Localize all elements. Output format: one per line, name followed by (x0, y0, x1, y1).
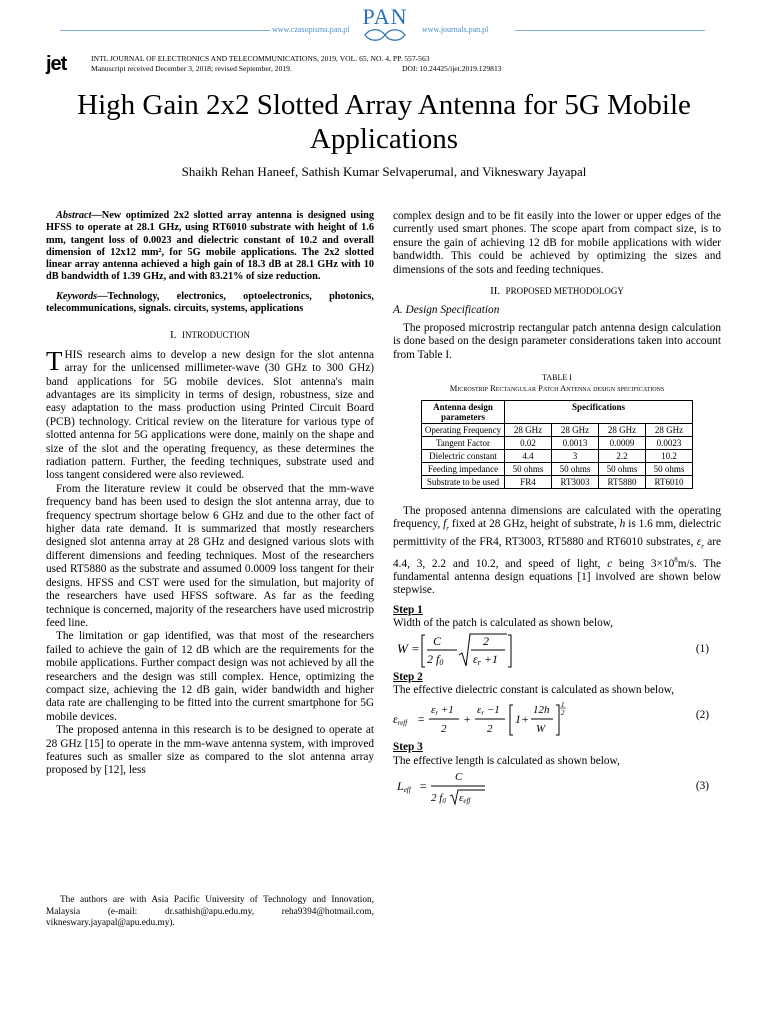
table-cell-value: RT6010 (646, 476, 693, 489)
table-cell-value: 2.2 (599, 450, 646, 463)
author-list: Shaikh Rehan Haneef, Sathish Kumar Selvaperumal, and Vikneswary Jayapal (181, 164, 587, 179)
svg-text:W: W (397, 640, 408, 656)
svg-text:2: 2 (483, 633, 489, 648)
table-row (422, 437, 693, 450)
table-cell-value: 50 ohms (646, 463, 693, 476)
table-cell-value: 0.0023 (646, 437, 693, 450)
svg-text:1+: 1+ (515, 712, 530, 727)
pan-logo (360, 6, 410, 47)
svg-text:εreff: εreff (393, 712, 408, 728)
dims-paragraph: The proposed antenna dimensions are calculated with the operating frequency, $f_r$ fixed at 28 GHz, height of substrate, h is 1.6 mm, dielectric permittivity of the FR4, RT3003, RT5880 and RT6010 substrates, $\varepsilon_r$ are 4.4, 3, 2.2 and 10.2, and speed of light, c being $3\times 10^8m/s$. The fundamental antenna design equations [1] involved are shown below stepwise. (393, 505, 721, 597)
svg-text:2 f0: 2 f0 (431, 792, 446, 806)
header-rule-left (60, 30, 270, 31)
section-heading-methodology (393, 285, 721, 298)
step-1-text: Width of the patch is calculated as shown below, (393, 617, 613, 630)
table-header-row (422, 401, 693, 424)
subsection-design-spec: A. Design Specification (393, 304, 500, 317)
methodology-heading-num: II. (490, 285, 501, 298)
svg-text:εr +1: εr +1 (473, 651, 498, 667)
table-cell-value: 4.4 (505, 450, 552, 463)
table-cell-param: Dielectric constant (422, 450, 505, 463)
abstract (46, 210, 374, 284)
svg-text:=: = (411, 640, 420, 656)
left-column (46, 210, 374, 778)
table-cell-value: 0.0009 (599, 437, 646, 450)
table-header-param: Antenna design parameters (422, 401, 505, 424)
table-cell-value: 28 GHz (599, 424, 646, 437)
header-rule-right (515, 30, 705, 31)
spec-paragraph: The proposed microstrip rectangular patch antenna design calculation is done based on the design parameter considerations taken into account from Table I. (393, 321, 721, 361)
section-heading-intro (46, 329, 374, 342)
table-cell-value: 50 ohms (599, 463, 646, 476)
equation-2 (393, 697, 721, 741)
step-3-label: Step 3 (393, 741, 423, 754)
table-cell-value: FR4 (505, 476, 552, 489)
step-2-text: The effective dielectric constant is calculated as shown below, (393, 683, 675, 696)
equation-2-graphic (393, 697, 583, 741)
svg-text:2: 2 (441, 723, 447, 736)
step-1-label: Step 1 (393, 603, 423, 616)
equation-2-number: (2) (695, 709, 709, 722)
table-cell-value: 10.2 (646, 450, 693, 463)
table-cell-param: Operating Frequency (422, 424, 505, 437)
svg-text:C: C (455, 771, 463, 784)
svg-text:C: C (433, 633, 442, 648)
svg-text:12h: 12h (533, 704, 550, 717)
table-row (422, 476, 693, 489)
table-header-spec: Specifications (505, 401, 693, 424)
intro-paragraph-4: The proposed antenna in this research is to be designed to operate at 28 GHz [15] to operate in the mm-wave antenna system, with improved features such as smaller size as compared to the slot antenna array proposed by [12], less (46, 724, 374, 777)
drop-cap: T (46, 345, 63, 376)
svg-text:2: 2 (487, 723, 493, 736)
url-left[interactable]: www.czasopisma.pan.pl (272, 25, 350, 34)
table-cell-value: 0.0013 (552, 437, 599, 450)
right-column (393, 210, 721, 808)
svg-text:+: + (463, 712, 472, 727)
paper-title: High Gain 2x2 Slotted Array Antenna for 5G Mobile Applications (77, 89, 691, 155)
abstract-label: Abstract (56, 210, 92, 221)
equation-1 (393, 631, 721, 671)
svg-text:εr −1: εr −1 (477, 704, 500, 718)
intro-paragraph-2: From the literature review it could be observed that the mm-wave frequency band has been used to design the slot antenna array, due to frequency spectrum shortage below 6 GHz and due to the other fact of higher data rate demand. It is summarized that mostly researchers designed slot antenna array at 28 GHz and designed various slots with different dimensions and feeding techniques. Most of the researchers used RT5880 as the substrate and assumed 0.0009 loss tangent for their designs. HFSS and CST were used for the simulation, but majority of the researchers have used HFSS software. As far as the feeding technique is concerned, majority of the researchers have used microstrip feed line. (46, 482, 374, 629)
svg-text:εr +1: εr +1 (431, 704, 454, 718)
journal-line: INTL JOURNAL OF ELECTRONICS AND TELECOMMUNICATIONS, 2019, VOL. 65, NO. 4, PP. 557-563 (91, 54, 430, 63)
table-cell-value: 0.02 (505, 437, 552, 450)
step-3-text: The effective length is calculated as shown below, (393, 754, 620, 767)
author-footnote (46, 895, 374, 930)
svg-text:2: 2 (561, 709, 565, 718)
table-cell-value: RT5880 (599, 476, 646, 489)
svg-text:2 f0: 2 f0 (427, 651, 444, 667)
equation-3 (393, 768, 721, 808)
url-right[interactable]: www.journals.pan.pl (422, 25, 489, 34)
intro-paragraph-3: The limitation or gap identified, was that most of the researchers failed to achieve the gain of 12 dB which are the requirements for the mobile applications. Further compact design was not achieved by all the researchers and the design was still complex. Hence, optimizing the compact size, achieving the 12 dB gain, wider bandwidth and higher data rate are challenging to be fitted into the current smartphone for 5G mobile devices. (46, 630, 374, 723)
pan-infinity-icon (360, 28, 410, 42)
table-row (422, 463, 693, 476)
table-cell-param: Feeding impedance (422, 463, 505, 476)
keywords-text: —Technology, electronics, optoelectronics, photonics, telecommunications, signals. circuits, systems, applications (46, 290, 374, 315)
table-label: TABLE I (542, 373, 572, 383)
table-cell-value: 3 (552, 450, 599, 463)
table-cell-value: 50 ohms (552, 463, 599, 476)
equation-1-graphic (397, 631, 537, 671)
svg-text:=: = (417, 712, 426, 727)
keywords-label: Keywords (56, 290, 98, 302)
svg-text:Leff: Leff (397, 779, 411, 795)
intro-p1-text: HIS research aims to develop a new design for the slot antenna array for the unlicensed millimeter-wave (30 GHz to 300 GHz) band applications for 5G mobile devices. Slot antenna's main advantages are its simplicity in terms of design, robustness, size and easy adaptation to the mass production using Printed Circuit Board (PCB) technology. Critical review on the literature for various type of slotted antenna for 5G applications were done, mainly on the shape and size of the slot and the operating frequency, as these determines the radiation pattern. Further, the feeding techniques, substrate used and loss tangent considered were also reviewed. (46, 348, 374, 482)
intro-heading-text: INTRODUCTION (181, 330, 250, 341)
intro-heading-num: I. (170, 329, 177, 342)
jet-logo: jet (46, 53, 67, 75)
methodology-heading-text: PROPOSED METHODOLOGY (505, 286, 624, 297)
table-cell-param: Tangent Factor (422, 437, 505, 450)
abstract-text: —New optimized 2x2 slotted array antenna is designed using HFSS to operate at 28.1 GHz, using RT6010 substrate with height of 1.6 mm, tangent loss of 0.0023 and dielectric constant of 10.2 and overall dimension of 12x12 mm², for 5G mobile applications. The 2x2 slotted linear array antenna achieved a high gain of 18.3 dB at 28.1 GHz with 10 dB bandwidth of 1.39 GHz, and with 83.21% of size reduction. (46, 210, 374, 283)
step-2-label: Step 2 (393, 670, 423, 683)
equation-3-number: (3) (695, 780, 709, 793)
spec-table (421, 400, 693, 489)
equation-1-number: (1) (695, 642, 709, 655)
table-cell-value: RT3003 (552, 476, 599, 489)
continued-paragraph: complex design and to be fit easily into the lower or upper edges of the currently used smart phones. The scope apart from compact size, is to ensure the gain of achieving 12 dB for mobile applications with wider bandwidth. This could be achieved by optimizing the sizes and dimensions of the sots and feeding techniques. (393, 210, 721, 276)
table-cell-value: 28 GHz (646, 424, 693, 437)
table-cell-value: 50 ohms (505, 463, 552, 476)
svg-text:=: = (419, 779, 428, 794)
table-cell-value: 28 GHz (505, 424, 552, 437)
footnote-text: The authors are with Asia Pacific University of Technology and Innovation, Malaysia (e-mail: dr.sathish@apu.edu.my, reha9394@hotmail.com, vikneswary.jayapal@apu.edu.my). (46, 895, 374, 929)
svg-text:W: W (536, 723, 546, 736)
table-cell-param: Substrate to be used (422, 476, 505, 489)
table-row (422, 450, 693, 463)
pan-logo-text: PAN (362, 4, 408, 29)
manuscript-line: Manuscript received December 3, 2018; revised September, 2019. (91, 64, 292, 73)
intro-paragraph-1 (46, 345, 374, 483)
keywords (46, 291, 374, 316)
doi[interactable]: DOI: 10.24425/ijet.2019.129813 (402, 64, 502, 73)
table-cell-value: 28 GHz (552, 424, 599, 437)
equation-3-graphic (397, 768, 507, 808)
table-caption: Microstrip Rectangular Patch Antenna design specifications (449, 383, 665, 394)
svg-text:εeff: εeff (459, 792, 471, 806)
svg-text:1: 1 (561, 701, 565, 710)
table-row (422, 424, 693, 437)
